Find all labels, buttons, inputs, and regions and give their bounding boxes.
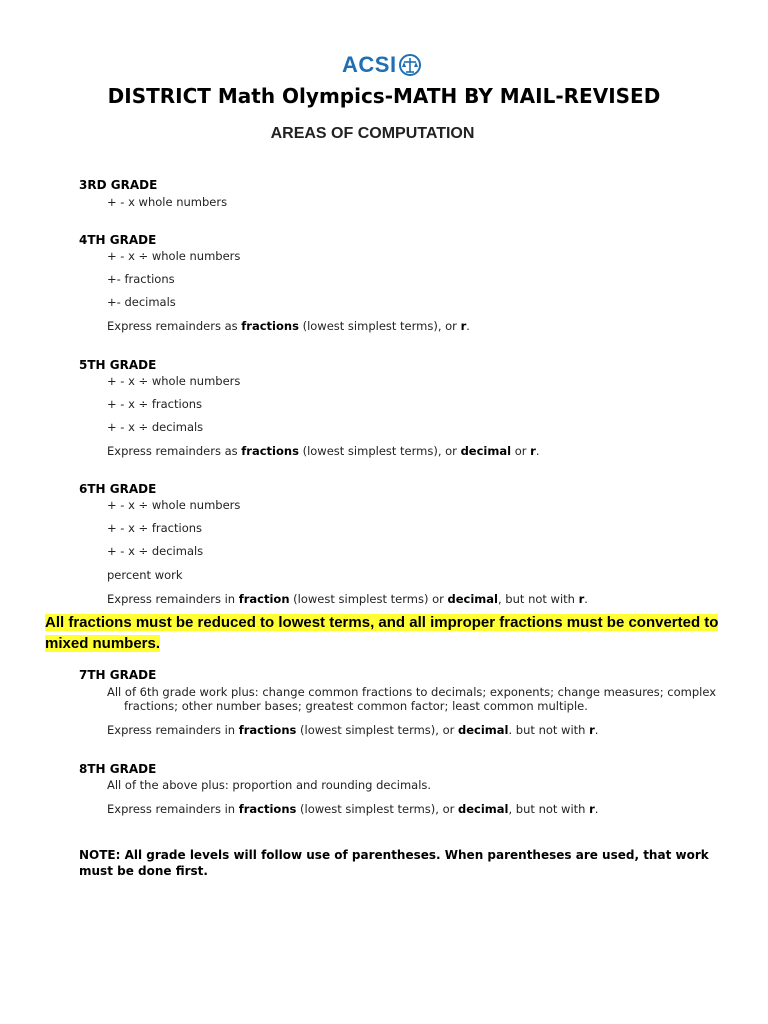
grade4-line1: + - x ÷ whole numbers — [107, 249, 241, 263]
document-title: DISTRICT Math Olympics-MATH BY MAIL-REVISED — [107, 84, 661, 108]
grade5-line1: + - x ÷ whole numbers — [107, 374, 241, 388]
grade7-line1b: fractions; other number bases; greatest common factor; least common multiple. — [124, 699, 588, 713]
rem-text: . — [466, 319, 470, 333]
rem-bold: decimal — [447, 592, 498, 606]
grade4-line2: +- fractions — [107, 272, 175, 286]
rem-bold: decimal — [460, 444, 512, 458]
grade6-line1: + - x ÷ whole numbers — [107, 498, 241, 512]
grade5-line3: + - x ÷ decimals — [107, 420, 204, 434]
rem-text: . — [535, 444, 540, 458]
rem-bold: fraction — [238, 592, 290, 606]
rem-bold: r — [589, 802, 595, 816]
grade6-line2: + - x ÷ fractions — [107, 521, 203, 535]
rem-bold: fractions — [241, 319, 299, 333]
rem-bold: r — [578, 592, 585, 606]
grade5-remainder — [107, 444, 539, 458]
rem-text: . — [594, 802, 599, 816]
note-paragraph — [79, 847, 729, 879]
rem-bold: r — [530, 444, 536, 458]
rem-text: . — [594, 723, 599, 737]
grade4-line3: +- decimals — [107, 295, 176, 309]
rem-bold: r — [460, 319, 467, 333]
rem-text: Express remainders in — [107, 592, 239, 606]
rem-text: Express remainders as — [107, 444, 242, 458]
grade6-heading: 6TH GRADE — [79, 482, 157, 496]
acsi-logo — [342, 52, 422, 78]
grade5-line2: + - x ÷ fractions — [107, 397, 203, 411]
rem-text: Express remainders as — [107, 319, 242, 333]
grade3-heading: 3RD GRADE — [79, 178, 158, 192]
grade7-line1a: All of 6th grade work plus: change common fractions to decimals; exponents; change measures; complex — [107, 685, 717, 699]
grade3-line1: + - x whole numbers — [107, 195, 228, 209]
highlighted-rule — [45, 612, 725, 654]
highlighted-rule-text: All fractions must be reduced to lowest terms, and all improper fractions must be converted to mixed numbers. — [45, 614, 719, 652]
note-label: NOTE: — [79, 848, 125, 862]
grade5-heading: 5TH GRADE — [79, 358, 157, 372]
rem-bold: fractions — [238, 723, 297, 737]
rem-text: (lowest simplest terms), or — [298, 319, 461, 333]
grade7-remainder — [107, 723, 598, 737]
rem-bold: r — [589, 723, 595, 737]
rem-text: or — [511, 444, 531, 458]
grade8-remainder — [107, 802, 598, 816]
document-subtitle: AREAS OF COMPUTATION — [270, 125, 475, 142]
grade7-heading: 7TH GRADE — [79, 668, 157, 682]
rem-text: Express remainders in — [107, 723, 239, 737]
rem-text: (lowest simplest terms), or — [296, 723, 459, 737]
rem-bold: fractions — [241, 444, 299, 458]
rem-bold: decimal — [458, 723, 509, 737]
rem-text: (lowest simplest terms), or — [296, 802, 459, 816]
logo-text: ACSI — [342, 52, 397, 77]
grade6-line4: percent work — [107, 568, 183, 582]
rem-text: . — [584, 592, 588, 606]
grade4-remainder — [107, 319, 470, 333]
grade6-line3: + - x ÷ decimals — [107, 544, 204, 558]
rem-bold: decimal — [458, 802, 509, 816]
grade6-remainder — [107, 592, 588, 606]
rem-text: . but not with — [508, 723, 590, 737]
grade8-heading: 8TH GRADE — [79, 762, 157, 776]
note-text: All grade levels will follow use of parentheses. When parentheses are used, that work must be done first. — [79, 848, 709, 878]
rem-text: (lowest simplest terms) or — [289, 592, 448, 606]
grade8-line1: All of the above plus: proportion and rounding decimals. — [107, 778, 432, 792]
grade4-heading: 4TH GRADE — [79, 233, 157, 247]
scales-emblem-icon — [398, 53, 422, 77]
rem-text: , but not with — [498, 592, 579, 606]
rem-text: Express remainders in — [107, 802, 239, 816]
rem-text: , but not with — [508, 802, 590, 816]
rem-text: (lowest simplest terms), or — [298, 444, 461, 458]
rem-bold: fractions — [238, 802, 297, 816]
